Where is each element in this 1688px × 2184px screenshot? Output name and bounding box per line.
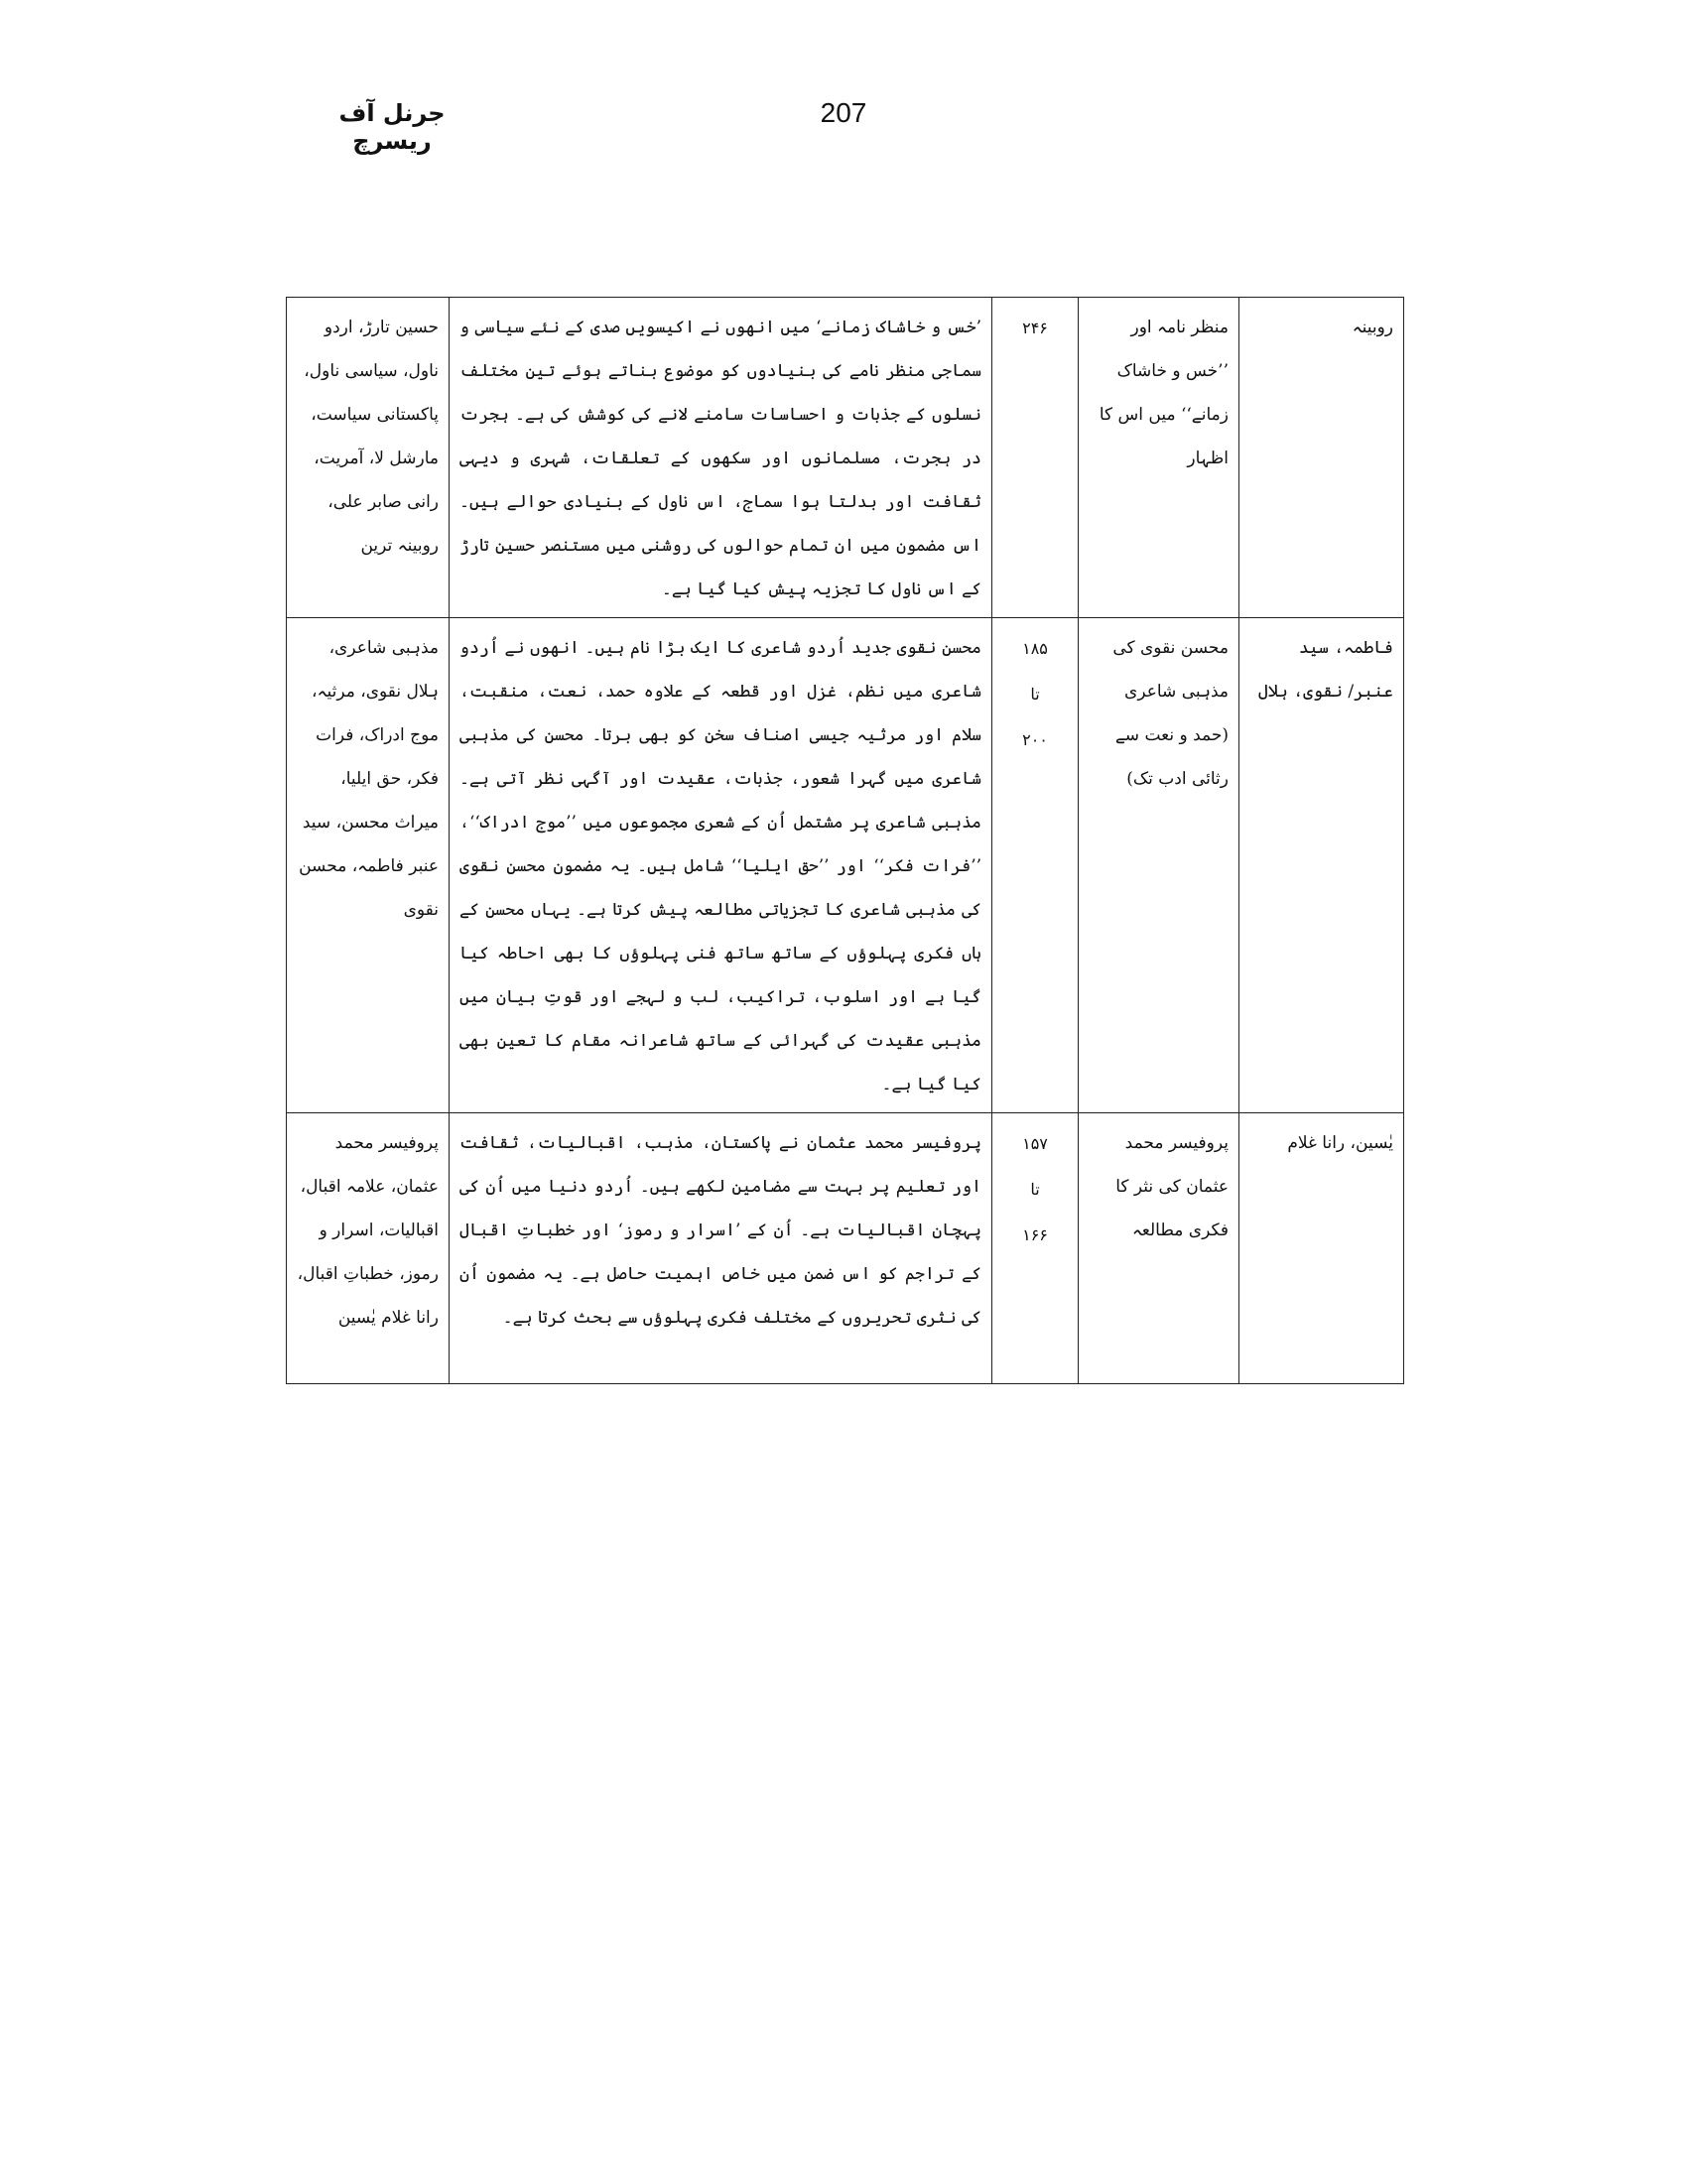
page-range-end: ۱۶۶ [1022,1225,1048,1244]
summary-cell: محسن نقوی جدید اُردو شاعری کا ایک بڑا نام ہیں۔ انھوں نے اُردو شاعری میں نظم، غزل اور قطعہ کے علاوہ حمد، نعت، منقبت، سلام اور مرثیہ جیسی اصناف سخن کو بھی برتا۔ محسن کی مذہبی شاعری میں گہرا شعور، جذبات، عقیدت اور آگہی نظر آتی ہے۔ مذہبی شاعری پر مشتمل اُن کے شعری مجموعوں میں ’’موج ادراک‘‘، ’’فرات فکر‘‘ اور ’’حق ایلیا‘‘ شامل ہیں۔ یہ مضمون محسن نقوی کی مذہبی شاعری کا تجزیاتی مطالعہ پیش کرتا ہے۔ یہاں محسن کے ہاں فکری پہلوؤں کے ساتھ ساتھ فنی پہلوؤں کا بھی احاطہ کیا گیا ہے اور اسلوب، تراکیب، لب و لہجے اور قوتِ بیان میں مذہبی عقیدت کی گہرائی کے ساتھ شاعرانہ مقام کا تعین بھی کیا گیا ہے۔ [450,618,992,1113]
pages-cell [992,618,1079,1113]
page-number: 207 [820,97,867,128]
author-cell: یٰسین، رانا غلام [1239,1113,1404,1384]
pages-cell [992,298,1079,618]
article-index-table [286,297,1404,1384]
keywords-cell: پروفیسر محمد عثمان، علامہ اقبال، اقبالیات، اسرار و رموز، خطباتِ اقبال، رانا غلام یٰسین [287,1113,450,1384]
table-row [287,298,1404,618]
page-range-separator: تا [1030,1180,1040,1199]
page-range-end: ۲۰۰ [1022,730,1048,749]
page-range-separator: تا [1030,685,1040,704]
table-row [287,1113,1404,1384]
title-cell: منظر نامہ اور ’’خس و خاشاک زمانے‘‘ میں اس کا اظہار [1079,298,1239,618]
summary-cell: پروفیسر محمد عثمان نے پاکستان، مذہب، اقبالیات، ثقافت اور تعلیم پر بہت سے مضامین لکھے ہیں۔ اُردو دنیا میں اُن کی پہچان اقبالیات ہے۔ اُن کے ’اسرار و رموز‘ اور خطباتِ اقبال کے تراجم کو اس ضمن میں خاص اہمیت حاصل ہے۔ یہ مضمون اُن کی نثری تحریروں کے مختلف فکری پہلوؤں سے بحث کرتا ہے۔ [450,1113,992,1384]
journal-name: جرنل آف ریسرچ [338,99,446,155]
author-cell: فاطمہ، سید عنبر/ نقوی، ہلال [1239,618,1404,1113]
table-row [287,618,1404,1113]
page-range-start: ۲۴۶ [1022,319,1048,337]
page-range-start: ۱۵۷ [1022,1134,1048,1153]
keywords-cell: حسین تارڑ، اردو ناول، سیاسی ناول، پاکستانی سیاست، مارشل لا، آمریت، رانی صابر علی، روبینہ ترین [287,298,450,618]
title-cell: پروفیسر محمد عثمان کی نثر کا فکری مطالعہ [1079,1113,1239,1384]
page-range-start: ۱۸۵ [1022,639,1048,658]
pages-cell [992,1113,1079,1384]
title-cell: محسن نقوی کی مذہبی شاعری (حمد و نعت سے رثائی ادب تک) [1079,618,1239,1113]
summary-cell: ’خس و خاشاک زمانے‘ میں انھوں نے اکیسویں صدی کے نئے سیاسی و سماجی منظر نامے کی بنیادوں کو موضوع بناتے ہوئے تین مختلف نسلوں کے جذبات و احساسات سامنے لانے کی کوشش کی ہے۔ ہجرت در ہجرت، مسلمانوں اور سکھوں کے تعلقات، شہری و دیہی ثقافت اور بدلتا ہوا سماج، اس ناول کے بنیادی حوالے ہیں۔ اس مضمون میں ان تمام حوالوں کی روشنی میں مستنصر حسین تارڑ کے اس ناول کا تجزیہ پیش کیا گیا ہے۔ [450,298,992,618]
keywords-cell: مذہبی شاعری، ہلال نقوی، مرثیہ، موج ادراک، فرات فکر، حق ایلیا، میراث محسن، سید عنبر فاطمہ، محسن نقوی [287,618,450,1113]
author-cell: روبینہ [1239,298,1404,618]
